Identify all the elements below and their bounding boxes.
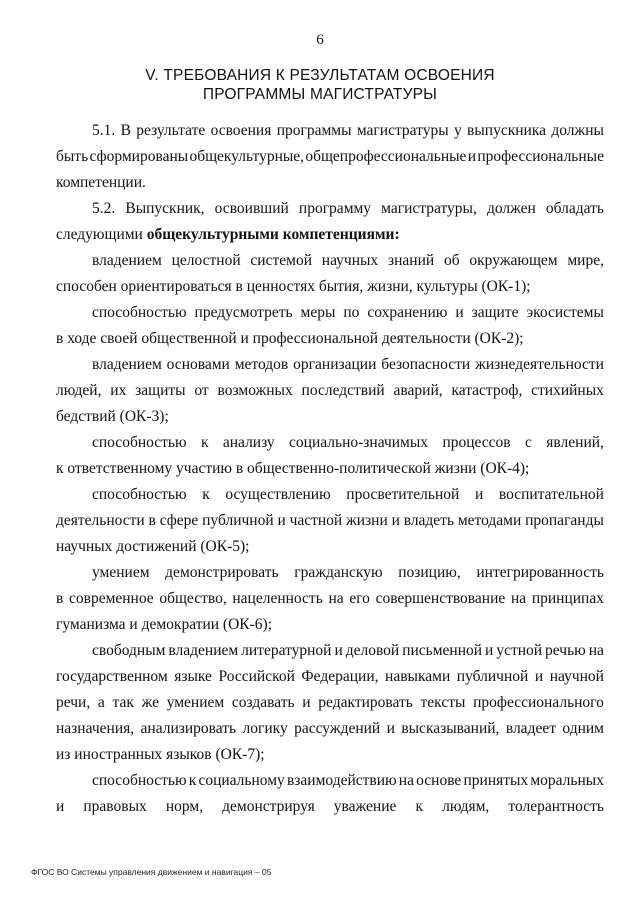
- text-word: владеет: [505, 720, 556, 737]
- text-word: быть: [56, 148, 89, 165]
- text-word: стихийных: [531, 382, 604, 399]
- text-word: системой: [250, 252, 312, 269]
- text-line: [56, 690, 604, 716]
- text-word: сформированы: [89, 148, 189, 165]
- text-word: основе: [416, 772, 462, 789]
- text-word: пропаганды: [525, 512, 604, 529]
- text-word: на: [510, 590, 527, 607]
- text-word: тексты: [420, 694, 466, 711]
- text-word: к: [188, 772, 197, 789]
- text-word: мире,: [567, 252, 604, 269]
- text-word: а: [97, 694, 105, 711]
- text-word: следующими: [56, 226, 147, 243]
- text-line: [56, 612, 604, 638]
- text-word: общекультурные,: [189, 148, 305, 165]
- text-word: владением: [168, 642, 239, 659]
- section-title: [0, 66, 640, 104]
- text-word: в: [56, 590, 64, 607]
- text-word: бедствий (ОК-3);: [56, 408, 169, 425]
- text-word: высказываний,: [401, 720, 500, 737]
- text-word: меры: [300, 304, 336, 321]
- text-line: [56, 300, 604, 326]
- text-word: умением: [166, 694, 225, 711]
- text-word: окружающем: [469, 252, 558, 269]
- text-line: [56, 326, 604, 352]
- text-line: [56, 274, 604, 300]
- text-word: методами: [457, 512, 522, 529]
- text-line: [56, 404, 604, 430]
- text-word: защите: [471, 304, 519, 321]
- text-word: освоивший: [214, 200, 289, 217]
- text-word: государственном: [56, 668, 168, 685]
- text-word: социальному: [198, 772, 285, 789]
- text-word: и: [485, 642, 494, 659]
- text-word: с: [525, 434, 532, 451]
- text-word: и: [334, 642, 343, 659]
- text-word: обладать: [545, 200, 604, 217]
- text-word: безопасности: [381, 356, 471, 373]
- text-word: Выпускник,: [125, 200, 205, 217]
- text-word: социально-значимых: [289, 434, 429, 451]
- text-word: логику: [242, 720, 288, 737]
- text-word: возможных: [217, 382, 293, 399]
- text-line: [56, 716, 604, 742]
- text-line: [56, 560, 604, 586]
- text-word: анализу: [222, 434, 275, 451]
- text-word: и: [391, 512, 400, 529]
- text-word: владением: [92, 356, 162, 373]
- text-word: магистратуры: [356, 122, 449, 139]
- text-word: программы: [276, 122, 352, 139]
- text-word: у: [453, 122, 462, 139]
- text-word: и: [277, 512, 286, 529]
- text-word: совершенствование: [375, 590, 506, 607]
- text-word: и: [467, 148, 477, 165]
- text-word: и: [534, 668, 544, 685]
- text-word: защиты: [135, 382, 186, 399]
- text-line: [56, 170, 604, 196]
- text-word: процессов: [442, 434, 511, 451]
- text-word: выпускника: [467, 122, 546, 139]
- text-line: [56, 482, 604, 508]
- text-word: должны: [551, 122, 604, 139]
- text-line: [56, 118, 604, 144]
- text-word: 5.1.: [92, 122, 116, 139]
- text-word: устной: [496, 642, 543, 659]
- text-word: по: [343, 304, 360, 321]
- text-word: общепрофессиональные: [305, 148, 467, 165]
- text-word: его: [349, 590, 370, 607]
- page-number: 6: [316, 32, 324, 48]
- text-word: на: [588, 642, 604, 659]
- text-line: [56, 508, 604, 534]
- text-word: к ответственному участию в общественно-политической жизни (ОК-4);: [56, 460, 530, 477]
- text-word: гуманизма и демократии (ОК-6);: [56, 616, 273, 633]
- text-word: аварий,: [393, 382, 443, 399]
- text-word: об: [443, 252, 460, 269]
- text-word: интегрированность: [476, 564, 604, 581]
- text-word: деятельности: [56, 512, 145, 529]
- text-word: одним: [562, 720, 604, 737]
- text-word: к: [415, 798, 423, 815]
- text-word: и: [302, 694, 311, 711]
- text-word: и: [56, 798, 65, 815]
- text-word: моральных: [530, 772, 604, 789]
- text-word: из иностранных языков (ОК-7);: [56, 746, 265, 763]
- text-word: и: [474, 486, 484, 503]
- text-word: на: [398, 772, 414, 789]
- text-word: явлений,: [546, 434, 604, 451]
- text-word: языке: [174, 668, 212, 685]
- text-word: нацеленность: [232, 590, 323, 607]
- text-word: методов: [234, 356, 289, 373]
- text-word: уважение: [333, 798, 397, 815]
- text-line: [56, 196, 604, 222]
- text-word: сфере: [159, 512, 199, 529]
- text-word: демонстрировать: [165, 564, 279, 581]
- text-word: общество,: [159, 590, 227, 607]
- text-word: в ходе своей общественной и профессиональной деятельности (ОК-2);: [56, 330, 524, 347]
- text-word: толерантность: [508, 798, 604, 815]
- text-word: компетенции.: [56, 174, 146, 191]
- text-word: публичной: [202, 512, 274, 529]
- text-word: от: [194, 382, 209, 399]
- text-word: и: [386, 720, 395, 737]
- text-word: способностью: [92, 304, 187, 321]
- text-word: взаимодействию: [286, 772, 397, 789]
- text-word: умением: [92, 564, 150, 581]
- text-word: к: [202, 486, 210, 503]
- text-word: деловой: [345, 642, 400, 659]
- text-line: [56, 378, 604, 404]
- text-line: [56, 768, 604, 794]
- section-title-line-1: V. ТРЕБОВАНИЯ К РЕЗУЛЬТАТАМ ОСВОЕНИЯ: [145, 67, 495, 84]
- text-word: основами: [166, 356, 230, 373]
- text-word: позицию,: [398, 564, 461, 581]
- text-word: современное: [69, 590, 154, 607]
- text-line: [56, 222, 604, 248]
- text-word: последствий: [301, 382, 385, 399]
- text-word: рассуждений: [294, 720, 381, 737]
- text-word: речи,: [56, 694, 91, 711]
- text-word: людей,: [56, 382, 102, 399]
- text-word: частной: [289, 512, 343, 529]
- page-footer: ФГОС ВО Системы управления движением и навигация – 05: [31, 867, 272, 877]
- text-word: способностью: [92, 772, 187, 789]
- text-word: Российской: [218, 668, 295, 685]
- text-word: норм,: [165, 798, 204, 815]
- text-word: так: [112, 694, 134, 711]
- text-word: правовых: [83, 798, 147, 815]
- text-word: профессиональные: [477, 148, 604, 165]
- text-line: [56, 534, 604, 560]
- text-word: предусмотреть: [194, 304, 293, 321]
- text-word: сохранению: [367, 304, 448, 321]
- text-word: литературной: [241, 642, 332, 659]
- text-word: знаний: [387, 252, 435, 269]
- text-word: речью: [545, 642, 586, 659]
- text-word: способностью: [92, 434, 187, 451]
- text-line: [56, 430, 604, 456]
- text-word: и: [455, 304, 464, 321]
- text-word: создавать: [231, 694, 295, 711]
- text-line: [56, 586, 604, 612]
- text-word: публичной: [456, 668, 529, 685]
- text-line: [56, 248, 604, 274]
- text-word: владением: [92, 252, 162, 269]
- text-word: же: [141, 694, 159, 711]
- text-word: магистратуры,: [381, 200, 477, 217]
- text-word: способностью: [92, 486, 187, 503]
- text-line: [56, 794, 604, 820]
- text-word: назначения,: [56, 720, 135, 737]
- text-line: [56, 664, 604, 690]
- document-body: [56, 118, 604, 820]
- text-word: экосистемы: [526, 304, 604, 321]
- text-word: редактировать: [318, 694, 413, 711]
- text-word: их: [110, 382, 127, 399]
- text-word: жизни: [346, 512, 388, 529]
- text-word: целостной: [171, 252, 241, 269]
- section-title-line-2: ПРОГРАММЫ МАГИСТРАТУРЫ: [202, 86, 438, 103]
- text-word: катастроф,: [451, 382, 523, 399]
- text-line: [56, 144, 604, 170]
- text-word: освоения: [210, 122, 272, 139]
- text-word: организации: [293, 356, 377, 373]
- text-word: научной: [549, 668, 604, 685]
- text-word: общекультурными компетенциями:: [146, 226, 400, 243]
- text-word: воспитательной: [498, 486, 604, 503]
- text-word: анализировать: [140, 720, 237, 737]
- text-word: программу: [298, 200, 372, 217]
- text-word: жизнедеятельности: [475, 356, 604, 373]
- text-word: гражданскую: [294, 564, 383, 581]
- text-word: принятых: [463, 772, 529, 789]
- text-line: [56, 352, 604, 378]
- text-word: профессионального: [473, 694, 604, 711]
- text-word: научных достижений (ОК-5);: [56, 538, 250, 555]
- text-word: Федерации,: [301, 668, 379, 685]
- text-word: осуществлению: [225, 486, 331, 503]
- text-line: [56, 742, 604, 768]
- text-word: к: [200, 434, 209, 451]
- text-word: людям,: [442, 798, 490, 815]
- text-word: просветительной: [346, 486, 460, 503]
- text-word: принципах: [531, 590, 604, 607]
- text-word: навыками: [385, 668, 451, 685]
- text-word: научных: [321, 252, 379, 269]
- text-word: способен ориентироваться в ценностях бытия, жизни, культуры (ОК-1);: [56, 278, 531, 295]
- text-word: в: [148, 512, 156, 529]
- text-word: должен: [486, 200, 536, 217]
- text-word: владеть: [403, 512, 455, 529]
- text-word: на: [328, 590, 344, 607]
- text-word: свободным: [92, 642, 166, 659]
- text-word: В: [120, 122, 131, 139]
- text-word: результате: [136, 122, 206, 139]
- text-word: 5.2.: [92, 200, 116, 217]
- text-line: [56, 638, 604, 664]
- text-line: [56, 456, 604, 482]
- text-word: письменной: [402, 642, 483, 659]
- text-word: демонстрируя: [222, 798, 315, 815]
